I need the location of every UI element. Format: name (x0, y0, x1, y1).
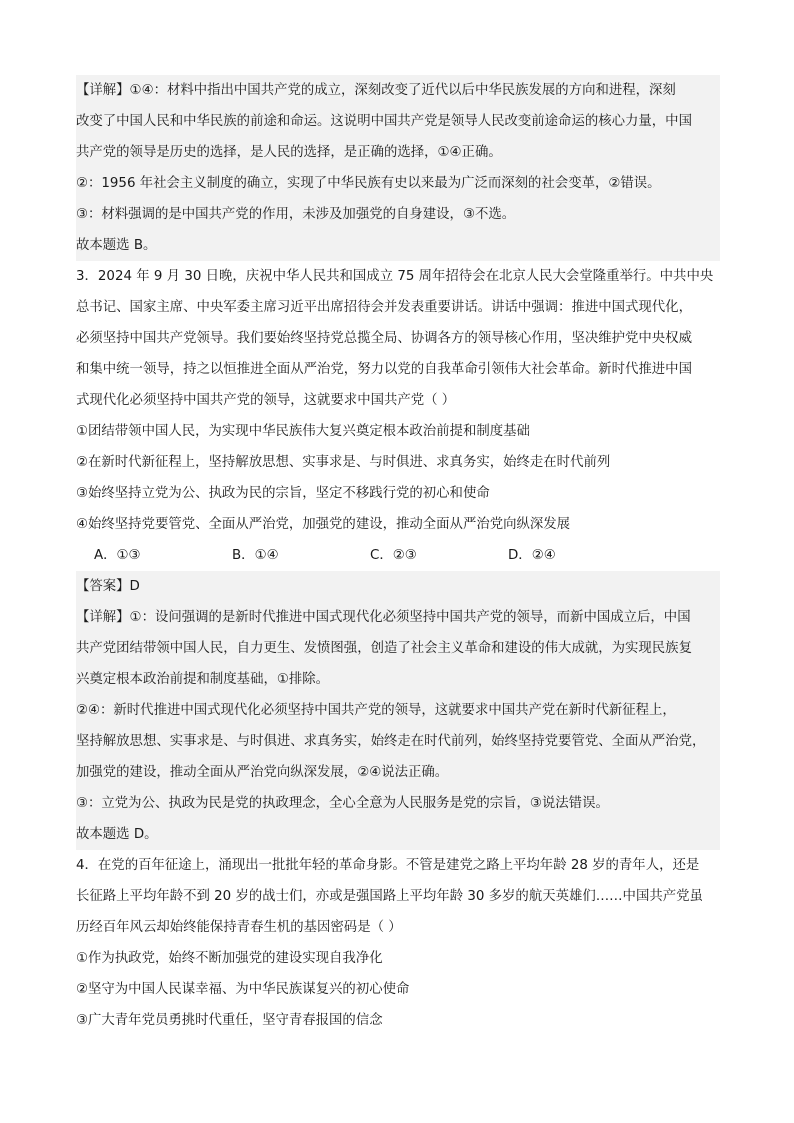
text-line: 【详解】①：设问强调的是新时代推进中国式现代化必须坚持中国共产党的领导，而新中国成立后，中国 (76, 610, 691, 625)
question-4 (76, 850, 720, 1036)
statement-item: ②坚守为中国人民谋幸福、为中华民族谋复兴的初心使命 (76, 982, 410, 997)
answer-line: 【答案】D (76, 579, 140, 594)
answer-options (76, 540, 720, 571)
text-line: ③：立党为公、执政为民是党的执政理念，全心全意为人民服务是党的宗旨，③说法错误。 (76, 796, 609, 811)
answer-block-q3 (76, 571, 720, 850)
text-line: ③：材料强调的是中国共产党的作用，未涉及加强党的自身建设，③不选。 (76, 207, 516, 222)
statement-item: ①团结带领中国人民，为实现中华民族伟大复兴奠定根本政治前提和制度基础 (76, 424, 530, 439)
text-line: 【详解】①④：材料中指出中国共产党的成立，深刻改变了近代以后中华民族发展的方向和进程，深刻 (76, 83, 676, 98)
question-stem-line: 式现代化必须坚持中国共产党的领导，这就要求中国共产党（ ） (76, 393, 456, 408)
explanation-block-q2 (76, 75, 720, 261)
text-line: 兴奠定根本政治前提和制度基础，①排除。 (76, 672, 330, 687)
text-line: 共产党的领导是历史的选择，是人民的选择，是正确的选择，①④正确。 (76, 145, 502, 160)
text-line: ②：1956 年社会主义制度的确立，实现了中华民族有史以来最为广泛而深刻的社会变革，②错误。 (76, 176, 661, 191)
question-stem-line: 和集中统一领导，持之以恒推进全面从严治党，努力以党的自我革命引领伟大社会革命。新时代推进中国 (76, 362, 692, 377)
option-d: D．②④ (508, 548, 556, 563)
text-line: 共产党团结带领中国人民，自力更生、发愤图强，创造了社会主义革命和建设的伟大成就，为实现民族复 (76, 641, 692, 656)
option-c: C．②③ (370, 548, 417, 563)
text-line: 坚持解放思想、实事求是、与时俱进、求真务实，始终走在时代前列，始终坚持党要管党、全面从严治党， (76, 734, 706, 749)
question-stem-line: 历经百年风云却始终能保持青春生机的基因密码是（ ） (76, 920, 402, 935)
question-stem-line: 必须坚持中国共产党领导。我们要始终坚持党总揽全局、协调各方的领导核心作用，坚决维护党中央权威 (76, 331, 692, 346)
page-content (76, 75, 720, 1036)
option-b: B．①④ (232, 548, 279, 563)
statement-item: ④始终坚持党要管党、全面从严治党，加强党的建设，推动全面从严治党向纵深发展 (76, 517, 571, 532)
text-line: 加强党的建设，推动全面从严治党向纵深发展，②④说法正确。 (76, 765, 449, 780)
text-line: 故本题选 D。 (76, 827, 158, 842)
text-line: 故本题选 B。 (76, 238, 157, 253)
statement-item: ②在新时代新征程上，坚持解放思想、实事求是、与时俱进、求真务实，始终走在时代前列 (76, 455, 611, 470)
question-3 (76, 261, 720, 571)
statement-item: ③广大青年党员勇挑时代重任，坚守青春报国的信念 (76, 1013, 383, 1028)
text-line: 改变了中国人民和中华民族的前途和命运。这说明中国共产党是领导人民改变前途命运的核心力量，中国 (76, 114, 692, 129)
question-stem-line: 3．2024 年 9 月 30 日晚，庆祝中华人民共和国成立 75 周年招待会在北京人民大会堂隆重举行。中共中央 (76, 269, 714, 284)
text-line: ②④：新时代推进中国式现代化必须坚持中国共产党的领导，这就要求中国共产党在新时代新征程上， (76, 703, 676, 718)
statement-item: ③始终坚持立党为公、执政为民的宗旨，坚定不移践行党的初心和使命 (76, 486, 490, 501)
statement-item: ①作为执政党，始终不断加强党的建设实现自我净化 (76, 951, 383, 966)
question-stem-line: 长征路上平均年龄不到 20 岁的战士们，亦或是强国路上平均年龄 30 多岁的航天英雄们……中国共产党虽 (76, 889, 703, 904)
question-stem-line: 4．在党的百年征途上，涌现出一批批年轻的革命身影。不管是建党之路上平均年龄 28 岁的青年人，还是 (76, 858, 700, 873)
question-stem-line: 总书记、国家主席、中央军委主席习近平出席招待会并发表重要讲话。讲话中强调：推进中国式现代化， (76, 300, 692, 315)
option-a: A．①③ (94, 548, 141, 563)
